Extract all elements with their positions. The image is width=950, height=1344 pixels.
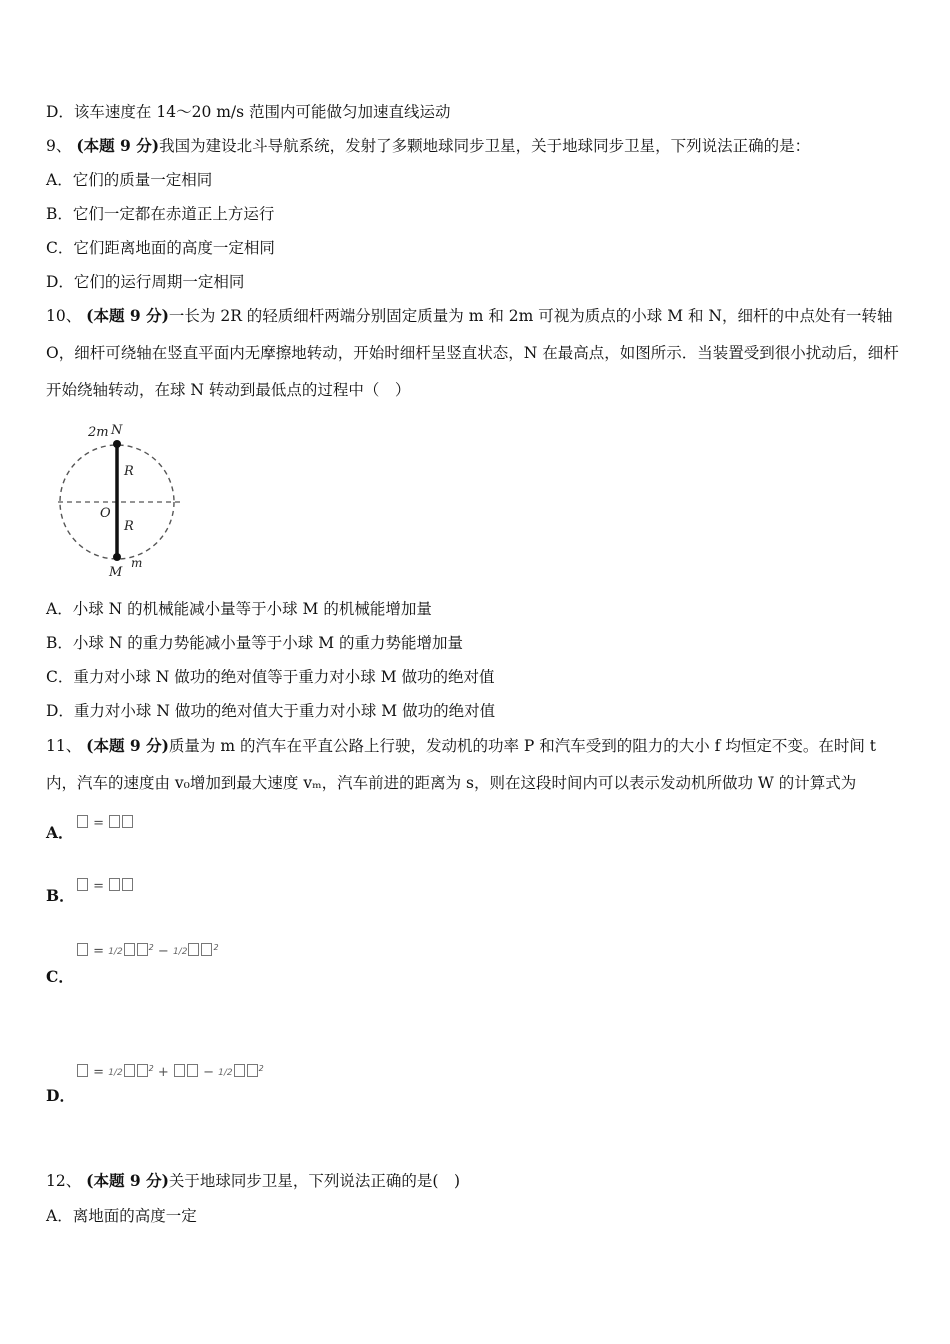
- q12-stem: [46, 1171, 910, 1191]
- q9-score-tag: (本题 9 分): [76, 136, 160, 155]
- label-m-mass: m: [131, 556, 143, 570]
- q11-stem: [46, 727, 910, 802]
- q10-number: 10、: [46, 307, 82, 325]
- q11-stem-text: 质量为 m 的汽车在平直公路上行驶，发动机的功率 P 和汽车受到的阻力的大小 f 均恒定不变。在时间 t 内，汽车的速度由 v₀增加到最大速度 vₘ，汽车前进的距离为 s，则在这段时间内可以表示发动机所做功 W 的计算式为: [46, 737, 877, 792]
- q12-score-tag: (本题 9 分): [86, 1171, 169, 1190]
- q11-option-b-letter: B．: [46, 886, 75, 905]
- q11-number: 11、: [46, 737, 82, 755]
- q9-stem-text: 我国为建设北斗导航系统，发射了多颗地球同步卫星，关于地球同步卫星，下列说法正确的是：: [159, 137, 811, 155]
- q11-score-tag: (本题 9 分): [86, 736, 169, 755]
- label-m-ball: M: [109, 565, 123, 580]
- label-n: N: [111, 423, 123, 438]
- q10-option-c: C．重力对小球 N 做功的绝对值等于重力对小球 M 做功的绝对值: [46, 668, 495, 686]
- ball-n: [113, 440, 121, 448]
- q12-number: 12、: [46, 1172, 82, 1190]
- q12-option-a: A．离地面的高度一定: [46, 1207, 197, 1225]
- q11-formula-a: =: [76, 815, 134, 831]
- q10-stem: [46, 297, 910, 409]
- q9-stem: [46, 136, 910, 156]
- q9-option-c: C．它们距离地面的高度一定相同: [46, 239, 275, 257]
- label-o: O: [100, 506, 111, 521]
- q11-option-a-letter: A．: [46, 823, 74, 842]
- q10-stem-text: 一长为 2R 的轻质细杆两端分别固定质量为 m 和 2m 可视为质点的小球 M 和 N，细杆的中点处有一转轴 O，细杆可绕轴在竖直平面内无摩擦地转动，开始时细杆呈竖直状态，N 在最高点，如图所示．当装置受到很小扰动后，细杆开始绕轴转动，在球 N 转动到最低点的过程中（ ）: [46, 307, 899, 399]
- label-2m: 2m: [88, 425, 109, 440]
- q9-option-a: A．它们的质量一定相同: [46, 171, 213, 189]
- q11-formula-b: =: [76, 878, 134, 894]
- q11-formula-d: = 1/2 $^2$ + − 1/2 $^2$: [76, 1064, 264, 1080]
- rod-diagram: [52, 420, 192, 585]
- q8-option-d: D．该车速度在 14～20 m/s 范围内可能做匀加速直线运动: [46, 103, 451, 121]
- q11-option-d-letter: D．: [46, 1086, 75, 1105]
- q11-option-c-letter: C．: [46, 967, 74, 986]
- q11-formula-c: = 1/2 $^2$ − 1/2 $^2$: [76, 943, 219, 959]
- label-r-upper: R: [124, 464, 134, 479]
- ball-m: [113, 553, 121, 561]
- q10-score-tag: (本题 9 分): [86, 306, 169, 325]
- q9-option-d: D．它们的运行周期一定相同: [46, 273, 245, 291]
- q9-number: 9、: [46, 137, 72, 155]
- q9-option-b: B．它们一定都在赤道正上方运行: [46, 205, 275, 223]
- q10-option-b: B．小球 N 的重力势能减小量等于小球 M 的重力势能增加量: [46, 634, 464, 652]
- q10-option-d: D．重力对小球 N 做功的绝对值大于重力对小球 M 做功的绝对值: [46, 702, 496, 720]
- label-r-lower: R: [124, 519, 134, 534]
- q12-stem-text: 关于地球同步卫星，下列说法正确的是( ): [168, 1172, 461, 1190]
- q10-option-a: A．小球 N 的机械能减小量等于小球 M 的机械能增加量: [46, 600, 432, 618]
